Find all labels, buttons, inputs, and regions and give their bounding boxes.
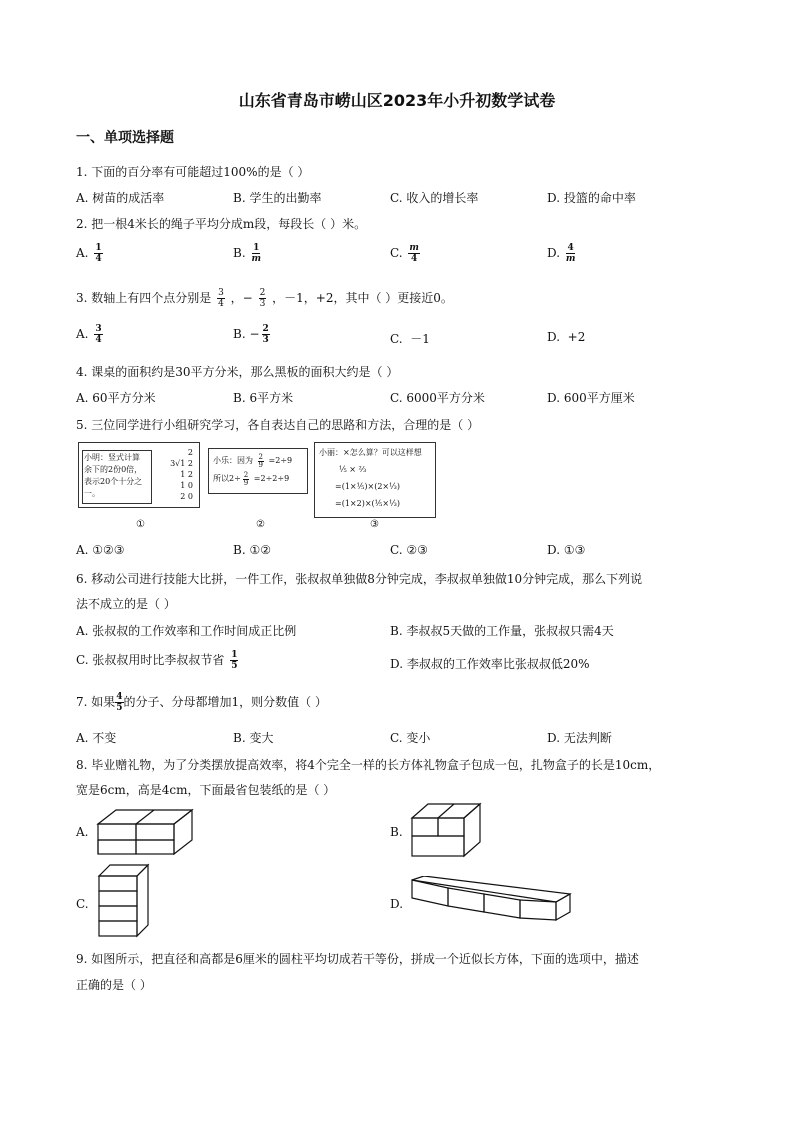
q7-option-c: C. 变小	[390, 731, 431, 745]
q8-option-d-boxes	[410, 876, 574, 922]
q1-option-a: A. 树苗的成活率	[76, 191, 165, 205]
q8-option-b-label: B.	[390, 825, 403, 839]
question-3-stem: 3. 数轴上有四个点分别是 $\frac{3}{4}$ ，− $\frac{2}{3}$ ，－1，+2，其中（ ）更接近0。	[76, 288, 453, 309]
q2-option-c: C. $\frac{m}{4}$	[390, 243, 419, 264]
question-4-stem: 4. 课桌的面积约是30平方分米，那么黑板的面积大约是（ ）	[76, 365, 399, 379]
q6-option-d: D. 李叔叔的工作效率比张叔叔低20%	[390, 657, 590, 671]
question-6-stem-line1: 6. 移动公司进行技能大比拼，一件工作，张叔叔单独做8分钟完成，李叔叔单独做10分钟完成，那么下列说	[76, 572, 643, 586]
q2-option-a: A. $\frac{1}{4}$	[76, 243, 102, 264]
q5-option-b: B. ①②	[233, 543, 271, 557]
q5-figure-2: 小乐：因为 $\frac{2}{9}$ =2÷9 所以2÷ $\frac{2}{9}$ =2÷2÷9	[208, 448, 308, 494]
question-7-stem: 7. 如果 $\frac{4}{5}$ 的分子、分母都增加1，则分数值（ ）	[76, 692, 327, 713]
question-9-stem-line2: 正确的是（ ）	[76, 978, 152, 992]
q3-option-b: B. − $\frac{2}{3}$	[233, 324, 269, 345]
q8-option-c-label: C.	[76, 897, 89, 911]
q1-option-b: B. 学生的出勤率	[233, 191, 322, 205]
question-8-stem-line1: 8. 毕业赠礼物，为了分类摆放提高效率，将4个完全一样的长方体礼物盒子包成一包，扎物盒子的长是10cm，	[76, 758, 661, 772]
q5-option-a: A. ①②③	[76, 543, 125, 557]
q2-option-d: D. $\frac{4}{m}$	[547, 243, 576, 264]
question-9-stem-line1: 9. 如图所示，把直径和高都是6厘米的圆柱平均切成若干等份，拼成一个近似长方体，下面的选项中，描述	[76, 952, 639, 966]
question-6-stem-line2: 法不成立的是（ ）	[76, 597, 176, 611]
q4-option-d: D. 600平方厘米	[547, 391, 635, 405]
question-2-stem: 2. 把一根4米长的绳子平均分成m段，每段长（ ）米。	[76, 217, 367, 231]
q6-option-a: A. 张叔叔的工作效率和工作时间成正比例	[76, 624, 297, 638]
q3-option-c: C. －1	[390, 332, 430, 346]
q7-option-d: D. 无法判断	[547, 731, 612, 745]
q5-figure-3-label: ③	[370, 519, 379, 530]
q3-option-a: A. $\frac{3}{4}$	[76, 324, 102, 345]
question-1-stem: 1. 下面的百分率有可能超过100%的是（ ）	[76, 165, 310, 179]
question-8-stem-line2: 宽是6cm，高是4cm，下面最省包装纸的是（ ）	[76, 783, 336, 797]
q8-option-a-label: A.	[76, 825, 89, 839]
q6-option-c: C. 张叔叔用时比李叔叔节省 $\frac{1}{5}$	[76, 650, 238, 671]
q8-option-c-boxes	[96, 862, 156, 940]
q7-option-b: B. 变大	[233, 731, 274, 745]
page-title: 山东省青岛市崂山区2023年小升初数学试卷	[238, 91, 556, 110]
q2-option-b: B. $\frac{1}{m}$	[233, 243, 261, 264]
q3-option-d: D. +2	[547, 330, 586, 344]
q5-option-d: D. ①③	[547, 543, 586, 557]
q5-figure-2-label: ②	[256, 519, 265, 530]
q5-figure-1-label: ①	[136, 519, 145, 530]
q8-option-b-boxes	[410, 800, 482, 860]
q5-figure-1: 小明：竖式计算 余下的2份0倍， 表示20个十分之 一。 2 3√1 2 1 2 1 0 2 0	[78, 442, 200, 508]
q4-option-c: C. 6000平方分米	[390, 391, 485, 405]
question-5-stem: 5. 三位同学进行小组研究学习，各自表达自己的思路和方法，合理的是（ ）	[76, 418, 480, 432]
q1-option-c: C. 收入的增长率	[390, 191, 479, 205]
q8-option-d-label: D.	[390, 897, 404, 911]
section-heading: 一、单项选择题	[76, 130, 174, 146]
q5-option-c: C. ②③	[390, 543, 428, 557]
q8-option-a-boxes	[96, 806, 196, 856]
q4-option-b: B. 6平方米	[233, 391, 294, 405]
q5-figure-3: 小丽：×怎么算？可以这样想 ⅕ × ⅔ =(1×⅕)×(2×⅓) =(1×2)×(⅕×⅓)	[314, 442, 436, 518]
q7-option-a: A. 不变	[76, 731, 117, 745]
q4-option-a: A. 60平方分米	[76, 391, 156, 405]
q6-option-b: B. 李叔叔5天做的工作量，张叔叔只需4天	[390, 624, 614, 638]
q1-option-d: D. 投篮的命中率	[547, 191, 636, 205]
